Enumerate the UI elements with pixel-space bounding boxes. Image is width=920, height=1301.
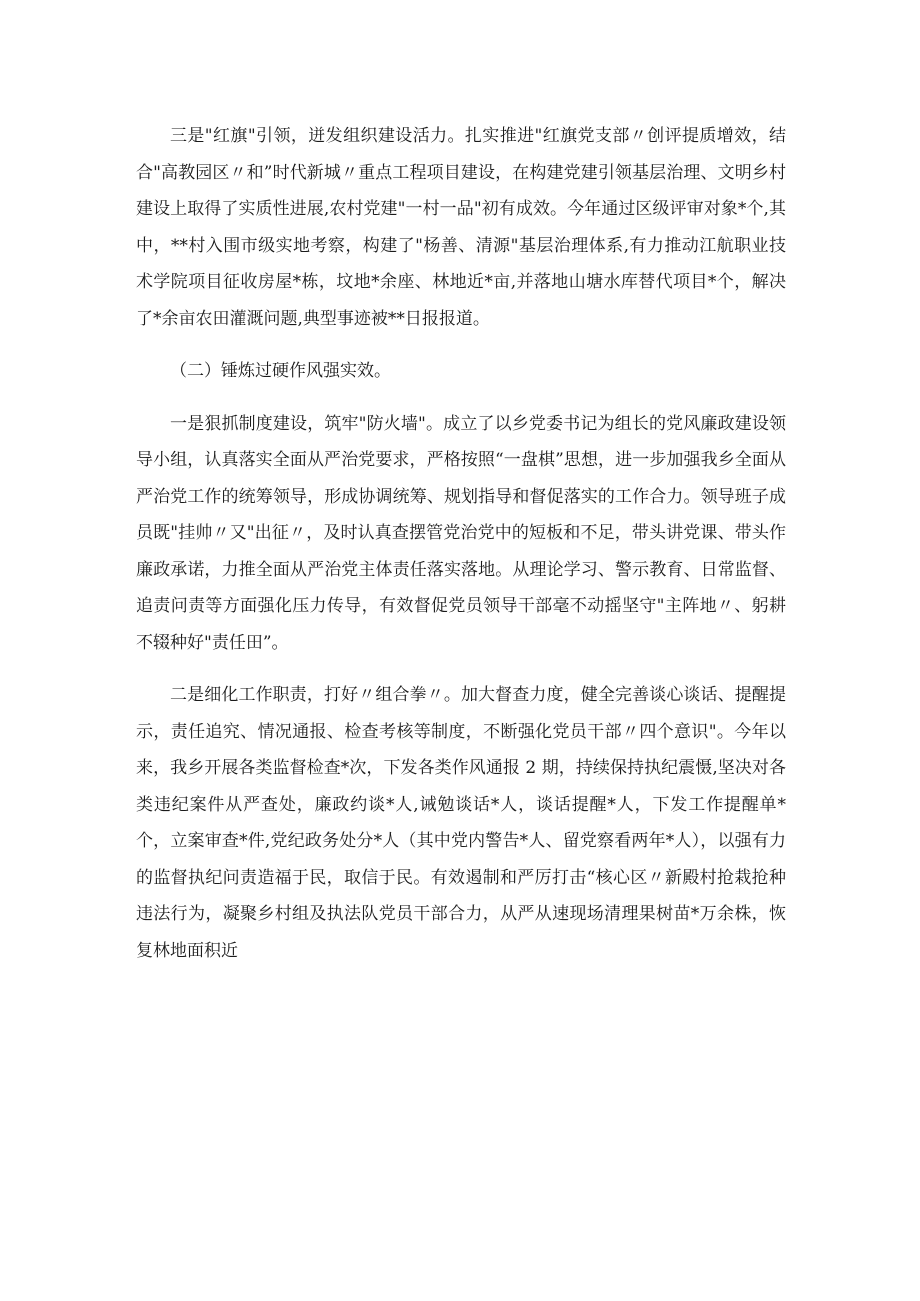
- section-heading: （二）锤炼过硬作风强实效。: [170, 361, 391, 381]
- paragraph-gap: [136, 390, 786, 406]
- paragraph-work-duties: 二是细化工作职责，打好〃组合拳〃。加大督查力度，健全完善谈心谈话、提醒提示，责任追究、情况通报、检查考核等制度，不断强化党员干部〃四个意识"。今年以来，我乡开展各类监督检查*次，下发各类作风通报 2 期，持续保持执纪震慑,坚决对各类违纪案件从严查处，廉政约谈*人,诫勉谈话*人，谈话提醒*人，下发工作提醒单*个，立案审查*件,党纪政务处分*人（其中党内警告*人、留党察看两年*人），以强有力的监督执纪问责造福于民，取信于民。有效遏制和严厉打击“核心区〃新殿村抢栽抢种违法行为，凝聚乡村组及执法队党员干部合力，从严从速现场清理果树苗*万余株，恢复林地面积近: [136, 685, 786, 961]
- paragraph-gap: [136, 337, 786, 353]
- paragraph-red-flag: 三是"红旗"引领，迸发组织建设活力。扎实推进"红旗党支部〃创评提质增效，结合"高教园区〃和”时代新城〃重点工程项目建设，在构建党建引领基层治理、文明乡村建设上取得了实质性进展,农村党建"一村一品"初有成效。今年通过区级评审对象*个,其中，**村入围市级实地考察，构建了"杨善、清源"基层治理体系,有力推动江航职业技术学院项目征收房屋*栋，坟地*余座、林地近*亩,并落地山塘水库替代项目*个，解决了*余亩农田灌溉问题,典型事迹被**日报报道。: [136, 126, 786, 329]
- paragraph-system-building: 一是狠抓制度建设，筑牢"防火墙"。成立了以乡党委书记为组长的党风廉政建设领导小组，认真落实全面从严治党要求，严格按照“一盘棋”思想，进一步加强我乡全面从严治党工作的统筹领导，形成协调统筹、规划指导和督促落实的工作合力。领导班子成员既"挂帅〃又"出征〃，及时认真查摆管党治党中的短板和不足，带头讲党课、带头作廉政承诺，力推全面从严治党主体责任落实落地。从理论学习、警示教育、日常监督、追责问责等方面强化压力传导，有效督促党员领导干部毫不动摇坚守"主阵地〃、躬耕不辍种好"责任田”。: [136, 413, 786, 653]
- paragraph-gap: [136, 661, 786, 677]
- document-body: [136, 118, 786, 969]
